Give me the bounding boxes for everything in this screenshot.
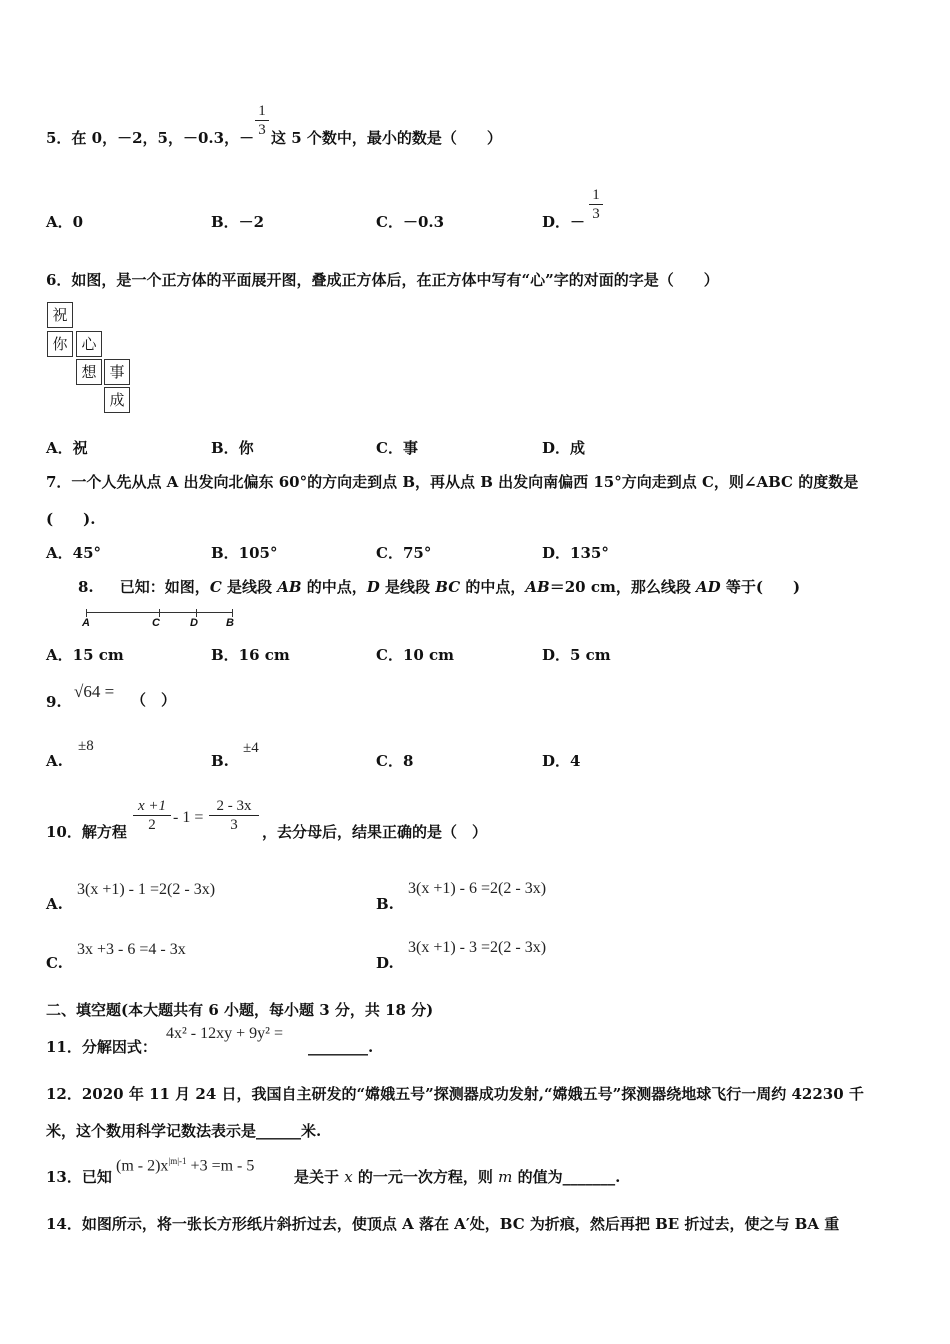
q10-option-b-expr: 3(x +1) - 6 =2(2 - 3x) xyxy=(408,880,547,897)
q9-option-b-value: ±4 xyxy=(243,740,259,756)
q5-option-c[interactable]: C．－0.3 xyxy=(376,213,445,231)
cube-net-figure xyxy=(45,300,135,420)
q12-text-line2: 米，这个数用科学记数法表示是______米. xyxy=(46,1122,322,1140)
q11-expr: 4x² - 12xy + 9y² = xyxy=(166,1025,283,1042)
q13-text: 是关于 x 的一元一次方程，则 m 的值为_______. xyxy=(294,1168,621,1186)
q6-option-c[interactable]: C．事 xyxy=(376,439,418,457)
q9-sqrt-expr: √64 = xyxy=(74,682,115,701)
q9-number: 9. xyxy=(46,693,62,711)
q8-option-b[interactable]: B．16 cm xyxy=(211,646,290,664)
net-cell-4: 想 xyxy=(76,359,102,385)
q9-paren: （ ） xyxy=(131,691,177,709)
q10-mid: - 1 = xyxy=(173,809,204,826)
q9-option-a[interactable]: A. xyxy=(46,752,63,770)
q6-option-b[interactable]: B．你 xyxy=(211,439,254,457)
q6-text: 6．如图，是一个正方体的平面展开图，叠成正方体后，在正方体中写有“心”字的对面的字是（ ） xyxy=(46,271,719,289)
q11-blank[interactable]: ________. xyxy=(308,1038,374,1056)
q6-option-d[interactable]: D．成 xyxy=(542,439,586,457)
net-cell-6: 成 xyxy=(104,387,130,413)
q7-option-d[interactable]: D．135° xyxy=(542,544,609,562)
q5-text-after: 这 5 个数中，最小的数是（ ） xyxy=(271,129,502,147)
q7-text: 7．一个人先从点 A 出发向北偏东 60°的方向走到点 B，再从点 B 出发向南偏西 15°方向走到点 C，则∠ABC 的度数是 xyxy=(46,473,859,491)
q12-text-line1: 12．2020 年 11 月 24 日，我国自主研发的“嫦娥五号”探测器成功发射,“嫦娥五号”探测器绕地球飞行一周约 42230 千 xyxy=(46,1085,864,1103)
net-cell-5: 事 xyxy=(104,359,130,385)
q7-text-cont: ( ). xyxy=(46,510,96,528)
section-heading-fill-in: 二、填空题(本大题共有 6 小题，每小题 3 分，共 18 分) xyxy=(46,1001,434,1019)
q9-option-c[interactable]: C．8 xyxy=(376,752,414,770)
net-cell-3: 心 xyxy=(76,331,102,357)
q10-option-c[interactable]: C. xyxy=(46,954,63,972)
net-cell-2: 你 xyxy=(47,331,73,357)
q5-option-d-fraction: $\frac{1}{3}$ xyxy=(589,186,603,223)
q10-fraction-left: $\frac{x +1}{2}$ xyxy=(133,797,171,834)
segment-figure xyxy=(80,606,240,632)
q10-option-a[interactable]: A. xyxy=(46,895,63,913)
q10-fraction-right: $\frac{2 - 3x}{3}$ xyxy=(209,797,259,834)
segment-label-c: C xyxy=(152,617,160,629)
q8-text: 8. 已知：如图，C 是线段 AB 的中点，D 是线段 BC 的中点，AB＝20 cm，那么线段 AD 等于( ) xyxy=(78,578,801,596)
q6-option-a[interactable]: A．祝 xyxy=(46,439,88,457)
segment-label-a: A xyxy=(82,617,90,629)
q8-option-c[interactable]: C．10 cm xyxy=(376,646,455,664)
q5-option-a[interactable]: A．0 xyxy=(46,213,84,231)
segment-tick-a xyxy=(86,609,87,617)
q11-text: 11．分解因式： xyxy=(46,1038,157,1056)
q7-option-c[interactable]: C．75° xyxy=(376,544,432,562)
q5-option-b[interactable]: B．－2 xyxy=(211,213,265,231)
q9-option-a-value: ±8 xyxy=(78,738,94,754)
q9-option-b[interactable]: B. xyxy=(211,752,229,770)
q9-option-d[interactable]: D．4 xyxy=(542,752,581,770)
q7-option-a[interactable]: A．45° xyxy=(46,544,102,562)
segment-tick-d xyxy=(196,609,197,617)
q8-option-a[interactable]: A．15 cm xyxy=(46,646,124,664)
q10-number: 10．解方程 xyxy=(46,823,127,841)
segment-label-d: D xyxy=(190,617,198,629)
q10-option-c-expr: 3x +3 - 6 =4 - 3x xyxy=(77,941,186,958)
q10-option-d-expr: 3(x +1) - 3 =2(2 - 3x) xyxy=(408,939,547,956)
q10-option-d[interactable]: D. xyxy=(376,954,394,972)
q5-option-d[interactable]: D．－ xyxy=(542,213,586,231)
q14-text: 14．如图所示，将一张长方形纸片斜折过去，使顶点 A 落在 A′处，BC 为折痕，然后再把 BE 折过去，使之与 BA 重 xyxy=(46,1215,840,1233)
q5-fraction: $\frac{1}{3}$ xyxy=(255,102,269,139)
q10-text-after: ，去分母后，结果正确的是（ ） xyxy=(262,823,488,841)
q10-option-a-expr: 3(x +1) - 1 =2(2 - 3x) xyxy=(77,881,216,898)
segment-tick-c xyxy=(159,609,160,617)
q5-text: 5．在 0，－2，5，－0.3，－ xyxy=(46,129,255,147)
q13-expr: $(m - 2)x^{|m|-1} +3 =m - 5$ xyxy=(116,1156,255,1175)
q13-number: 13．已知 xyxy=(46,1168,112,1186)
q10-option-b[interactable]: B. xyxy=(376,895,394,913)
q7-option-b[interactable]: B．105° xyxy=(211,544,278,562)
net-cell-1: 祝 xyxy=(47,302,73,328)
q8-option-d[interactable]: D．5 cm xyxy=(542,646,611,664)
segment-label-b: B xyxy=(226,617,234,629)
segment-tick-b xyxy=(232,609,233,617)
